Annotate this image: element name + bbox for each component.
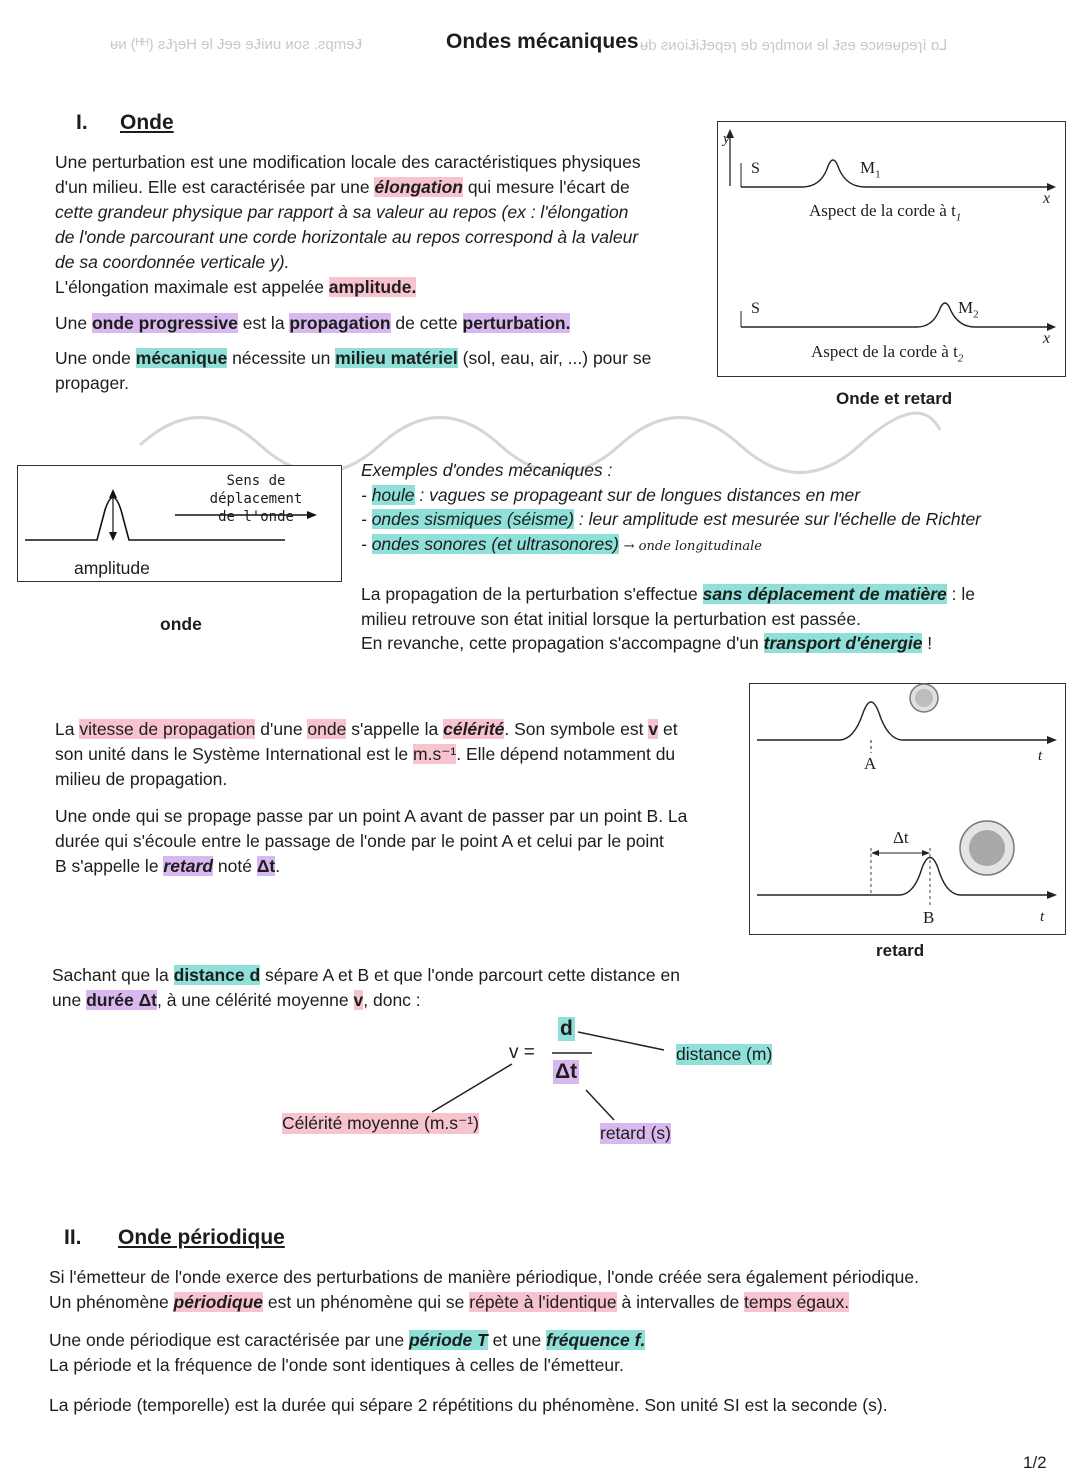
term-frequence: fréquence f. [546, 1330, 646, 1350]
term-duree: durée Δt [86, 990, 157, 1010]
def-line-5: de sa coordonnée verticale y). [55, 252, 290, 272]
t-axis-label-2: t [1040, 909, 1045, 925]
transport-paragraph: La propagation de la perturbation s'effectue sans déplacement de matière : le milieu retrouve son état initial lorsque la perturbation est passée. En revanche, cette propagation s'accompagne d'un transport d'énergie ! [361, 584, 975, 653]
mecanique-paragraph: Une onde mécanique nécessite un milieu matériel (sol, eau, air, ...) pour se propager. [55, 348, 652, 393]
section2-paragraph-1: Si l'émetteur de l'onde exerce des perturbations de manière périodique, l'onde créée sera également périodique. Un phénomène périodique est un phénomène qui se répète à l'identique à intervalles de temps égaux. [49, 1267, 920, 1312]
term-onde-progressive: onde progressive [91, 313, 238, 333]
bleed-through-top-2: ᵾb ƨᴎoiɈiɈɘqɘɿ ɘb ɘɿdmoᴎ ɘl Ɉƨɘ ɘɔᴎɘᵾpɘɿì ɒ⅃ [640, 37, 948, 54]
section-number: I. [76, 111, 88, 134]
caption-t1: Aspect de la corde à $t_1$ [809, 201, 962, 224]
amplitude-label: amplitude [74, 558, 150, 578]
term-periodique: périodique [173, 1292, 263, 1312]
source-label-1: S [751, 160, 760, 177]
term-distance-d: distance d [173, 965, 261, 985]
section2-heading: Onde périodique [118, 1226, 285, 1249]
point-label-m2: $M_2$ [958, 298, 979, 321]
formula-denominator: Δt [555, 1060, 578, 1083]
term-retard: retard [163, 856, 214, 876]
formula-numerator: d [560, 1017, 573, 1040]
section2-paragraph-3: La période (temporelle) est la durée qui sépare 2 répétitions du phénomène. Son unité SI est la seconde (s). [49, 1395, 888, 1415]
delta-t-label: Δt [893, 828, 909, 847]
formula-label-distance: distance (m) [676, 1044, 773, 1064]
term-unit: m.s⁻¹ [413, 744, 457, 764]
ampl-line: L'élongation maximale est appelée amplitude. [55, 277, 417, 297]
def-line-1: Une perturbation est une modification locale des caractéristiques physiques [55, 152, 641, 172]
t-axis-label-1: t [1038, 748, 1043, 764]
direction-label: Sens de déplacement de l'onde [209, 473, 303, 525]
formula-intro: Sachant que la distance d sépare A et B et que l'onde parcourt cette distance en une durée Δt, à une célérité moyenne v, donc : [52, 965, 680, 1010]
section2-paragraph-2: Une onde périodique est caractérisée par une période T et une fréquence f. La période et la fréquence de l'onde sont identiques à celles de l'émetteur. [49, 1330, 646, 1375]
onde-label: onde [160, 614, 202, 634]
source-label-2: S [751, 300, 760, 317]
celerite-paragraph: La vitesse de propagation d'une onde s'appelle la célérité. Son symbole est v et son unité dans le Système International est le m.s⁻¹. Elle dépend notamment du milieu de propagation. [55, 719, 678, 789]
example-sismique: - ondes sismiques (séisme) : leur amplitude est mesurée sur l'échelle de Richter [361, 509, 982, 529]
retard-paragraph: Une onde qui se propage passe par un point A avant de passer par un point B. La durée qui s'écoule entre le passage de l'onde par le point A et celui par le point B s'appelle le retard noté Δt. [55, 806, 688, 876]
formula-label-celerite: Célérité moyenne (m.s⁻¹) [282, 1113, 479, 1133]
term-propagation: propagation [289, 313, 391, 333]
pointer-distance [578, 1032, 664, 1050]
term-onde: onde [307, 719, 347, 739]
term-milieu-materiel: milieu matériel [335, 348, 458, 368]
def-line-4: de l'onde parcourant une corde horizontale au repos correspond à la valeur [55, 227, 639, 247]
term-celerite: célérité [443, 719, 505, 739]
pointer-retard [586, 1090, 614, 1120]
term-houle: houle [371, 484, 415, 505]
term-ondes-sismiques: ondes sismiques (séisme) [371, 509, 574, 529]
term-vitesse: vitesse de propagation [79, 719, 256, 739]
formula-label-retard: retard (s) [600, 1123, 671, 1143]
y-axis-label: y [723, 131, 730, 147]
bleed-through-top: ᵾᴎ (ᴴᴴ) ƨɈɿɘH ɘl Ɉɘɘ ɘɈiᴎu ᴎoƨ .ƨqmɘɈ [110, 36, 363, 53]
caption-t2: Aspect de la corde à $t_2$ [811, 342, 964, 365]
term-mecanique: mécanique [135, 348, 228, 368]
x-axis-label-1: x [1043, 190, 1051, 207]
term-ondes-sonores: ondes sonores (et ultrasonores) [371, 533, 619, 554]
point-a-label: A [864, 754, 877, 773]
figure-corde-caption: Onde et retard [836, 389, 953, 408]
term-v-moy: v [353, 990, 364, 1010]
progressive-line: Une onde progressive est la propagation de cette perturbation. [55, 313, 571, 333]
examples-title: Exemples d'ondes mécaniques : [361, 460, 613, 480]
section-heading: Onde [120, 111, 174, 134]
formula-lhs: v = [509, 1042, 535, 1063]
example-sonore: - ondes sonores (et ultrasonores) → onde longitudinale [361, 533, 762, 554]
section2-number: II. [64, 1226, 82, 1249]
point-b-label: B [923, 908, 935, 927]
def-line-2: d'un milieu. Elle est caractérisée par une élongation qui mesure l'écart de [55, 177, 630, 197]
term-elongation: élongation [374, 177, 463, 197]
term-perturbation: perturbation. [462, 313, 571, 333]
term-v: v [648, 719, 659, 739]
term-repete: répète à l'identique [469, 1292, 617, 1312]
term-amplitude: amplitude. [328, 277, 417, 297]
figure-retard-caption: retard [876, 941, 925, 960]
page-number: 1/2 [1023, 1453, 1047, 1472]
pointer-celerite [432, 1064, 512, 1112]
term-periode: période T [408, 1330, 488, 1350]
point-label-m1: $M_1$ [860, 158, 881, 181]
term-sans-deplacement: sans déplacement de matière [702, 584, 947, 604]
term-transport-energie: transport d'énergie [763, 633, 923, 653]
term-delta-t: Δt [256, 856, 276, 876]
page-title: Ondes mécaniques [446, 30, 639, 53]
def-line-3: cette grandeur physique par rapport à sa valeur au repos (ex : l'élongation [55, 202, 629, 222]
handwritten-note: → onde longitudinale [623, 538, 762, 554]
x-axis-label-2: x [1043, 330, 1051, 347]
example-houle: - houle : vagues se propageant sur de longues distances en mer [361, 484, 861, 505]
term-temps-egaux: temps égaux. [744, 1292, 850, 1312]
